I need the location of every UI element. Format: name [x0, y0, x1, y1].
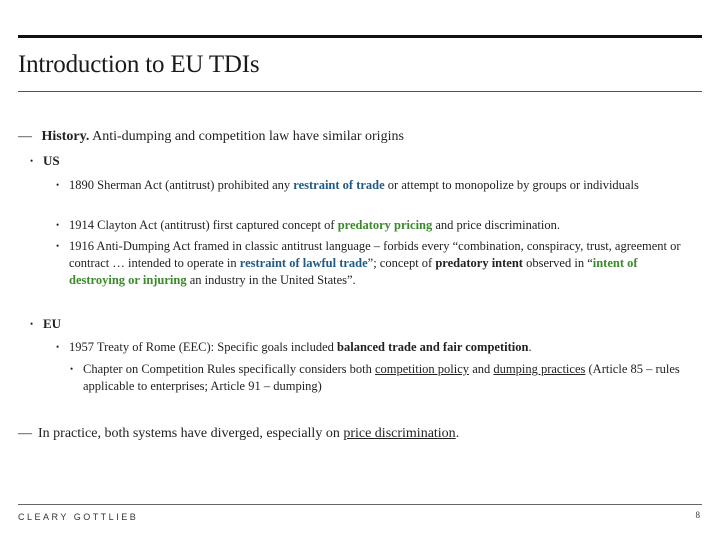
- us-item2-emphasis: predatory pricing: [337, 218, 433, 232]
- us-item3-text-c: ”; concept of: [367, 256, 436, 270]
- bullet-dot: •: [56, 241, 60, 251]
- us-item2-text-c: and price discrimination.: [432, 218, 560, 232]
- practice-bullet: [18, 425, 459, 442]
- us-item-antidumping: [56, 238, 696, 289]
- eu-label: EU: [43, 316, 62, 331]
- us-item1-text-c: or attempt to monopolize by groups or individuals: [384, 178, 639, 192]
- us-item2-text-a: 1914 Clayton Act (antitrust) first captured concept of: [69, 218, 338, 232]
- page-number: 8: [695, 510, 700, 520]
- us-item3-text-e: observed in “: [522, 256, 593, 270]
- cleary-gottlieb-logo: CLEARY GOTTLIEB: [18, 512, 139, 522]
- bullet-dot: •: [30, 156, 34, 166]
- us-item3-emphasis-predatory-intent: predatory intent: [435, 256, 523, 270]
- eu-item1-text-a: 1957 Treaty of Rome (EEC): Specific goals included: [69, 340, 338, 354]
- dash-marker: —: [18, 426, 32, 441]
- eu-sub1-text-a: Chapter on Competition Rules specifically considers both: [83, 362, 375, 376]
- bullet-dot: •: [30, 319, 34, 329]
- history-bullet: [18, 128, 404, 145]
- us-label: US: [43, 153, 60, 168]
- bullet-dot: •: [56, 342, 60, 352]
- us-item3-text-a: 1916 Anti-Dumping Act framed in classic antitrust language – forbids every “combination, conspiracy, trust, agreement or contract … intended to operate in: [69, 239, 681, 270]
- us-item1-emphasis: restraint of trade: [293, 178, 385, 192]
- history-label: History.: [41, 129, 90, 144]
- bullet-dot: •: [70, 364, 74, 374]
- eu-heading: [30, 316, 61, 332]
- slide-title: Introduction to EU TDIs: [18, 51, 260, 78]
- eu-sub1-text-e: (Article 85 – rules applicable to enterprises; Article 91 – dumping): [83, 362, 680, 393]
- bullet-dot: •: [56, 180, 60, 190]
- eu-item1-emphasis: balanced trade and fair competition: [337, 340, 529, 354]
- eu-sub1-text-c: and: [469, 362, 494, 376]
- us-item1-text-a: 1890 Sherman Act (antitrust) prohibited any: [69, 178, 294, 192]
- us-item3-emphasis-destroying: intent of destroying or injuring: [69, 256, 638, 287]
- us-item-sherman: [56, 177, 696, 194]
- us-item3-text-g: an industry in the United States”.: [186, 273, 356, 287]
- us-item3-emphasis-lawful-trade: restraint of lawful trade: [239, 256, 368, 270]
- history-text: Anti-dumping and competition law have similar origins: [92, 129, 404, 144]
- practice-text-c: .: [455, 426, 460, 441]
- eu-sub1-competition-policy: competition policy: [374, 362, 470, 376]
- eu-subitem-competition: [70, 361, 696, 395]
- eu-item1-text-c: .: [528, 340, 532, 354]
- practice-price-discrimination: price discrimination: [343, 426, 456, 441]
- dash-marker: —: [18, 129, 32, 144]
- practice-text-a: In practice, both systems have diverged, especially on: [38, 426, 344, 441]
- title-rule: [18, 91, 702, 92]
- eu-item-rome: [56, 339, 696, 356]
- bullet-dot: •: [56, 220, 60, 230]
- us-heading: [30, 153, 60, 169]
- us-item-clayton: [56, 217, 696, 234]
- top-rule: [18, 35, 702, 38]
- footer-rule: [18, 504, 702, 505]
- eu-sub1-dumping-practices: dumping practices: [493, 362, 586, 376]
